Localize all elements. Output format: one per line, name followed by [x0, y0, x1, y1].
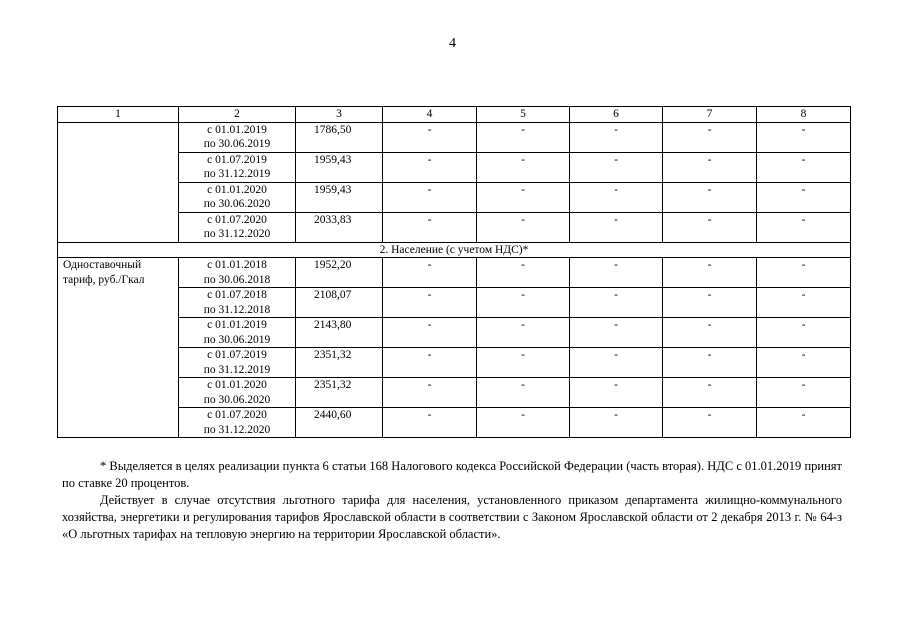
dash-cell: -	[757, 182, 851, 212]
period-cell	[179, 152, 296, 182]
period-to: по 31.12.2019	[203, 363, 271, 376]
dash-cell: -	[383, 288, 477, 318]
dash-cell: -	[570, 258, 663, 288]
dash-cell: -	[383, 378, 477, 408]
column-header: 3	[296, 107, 383, 123]
dash-cell: -	[663, 182, 757, 212]
dash-cell: -	[477, 318, 570, 348]
table-row	[58, 122, 851, 152]
period-from: с 01.01.2019	[207, 123, 267, 136]
tariff-value-cell: 2033,83	[296, 212, 383, 242]
dash-cell: -	[663, 152, 757, 182]
section-title: 2. Население (с учетом НДС)*	[58, 242, 851, 258]
tariff-category-cell: Одноставочный тариф, руб./Гкал	[58, 258, 179, 438]
period-cell	[179, 182, 296, 212]
page-number: 4	[449, 36, 456, 51]
dash-cell: -	[383, 258, 477, 288]
footnote-vat: * Выделяется в целях реализации пункта 6 статьи 168 Налогового кодекса Российской Федерации (часть вторая). НДС с 01.01.2019 принят по ставке 20 процентов.	[62, 459, 842, 490]
dash-cell: -	[570, 212, 663, 242]
tariff-value-cell: 1952,20	[296, 258, 383, 288]
period-from: с 01.07.2020	[207, 409, 267, 421]
dash-cell: -	[757, 288, 851, 318]
dash-cell: -	[477, 152, 570, 182]
period-cell	[179, 378, 296, 408]
table-row	[58, 258, 851, 288]
period-cell	[179, 318, 296, 348]
period-from: с 01.01.2018	[207, 259, 267, 271]
dash-cell: -	[570, 378, 663, 408]
dash-cell: -	[757, 348, 851, 378]
period-to: по 31.12.2018	[203, 303, 271, 316]
dash-cell: -	[663, 378, 757, 408]
period-to: по 30.06.2020	[203, 198, 271, 210]
period-to: по 31.12.2020	[203, 228, 271, 240]
dash-cell: -	[570, 318, 663, 348]
tariff-value-cell: 2440,60	[296, 408, 383, 438]
period-cell	[179, 122, 296, 152]
dash-cell: -	[757, 408, 851, 438]
tariff-value-cell: 1786,50	[296, 122, 383, 152]
dash-cell: -	[663, 408, 757, 438]
period-cell	[179, 288, 296, 318]
dash-cell: -	[477, 122, 570, 152]
period-from: с 01.07.2019	[207, 153, 267, 166]
dash-cell: -	[570, 408, 663, 438]
period-to: по 30.06.2019	[203, 333, 271, 346]
column-header: 1	[58, 107, 179, 123]
dash-cell: -	[383, 182, 477, 212]
period-from: с 01.01.2020	[207, 183, 267, 196]
dash-cell: -	[757, 318, 851, 348]
dash-cell: -	[383, 318, 477, 348]
section-title-row	[58, 242, 851, 258]
dash-cell: -	[663, 288, 757, 318]
dash-cell: -	[570, 348, 663, 378]
dash-cell: -	[663, 258, 757, 288]
column-header: 6	[570, 107, 663, 123]
dash-cell: -	[570, 182, 663, 212]
dash-cell: -	[383, 212, 477, 242]
table-header-row	[58, 107, 851, 123]
dash-cell: -	[757, 212, 851, 242]
tariff-value-cell: 2108,07	[296, 288, 383, 318]
dash-cell: -	[383, 122, 477, 152]
period-to: по 30.06.2019	[203, 138, 271, 150]
tariff-value-cell: 2351,32	[296, 348, 383, 378]
dash-cell: -	[383, 152, 477, 182]
footnote-applicability: Действует в случае отсутствия льготного тарифа для населения, установленного приказом департамента жилищно-коммунального хозяйства, энергетики и регулирования тарифов Ярославской области в соответствии с Законом Ярославской области от 2 декабря 2013 г. № 64-з «О льготных тарифах на тепловую энергию на территории Ярославской области».	[62, 493, 842, 541]
dash-cell: -	[477, 212, 570, 242]
dash-cell: -	[663, 212, 757, 242]
dash-cell: -	[757, 258, 851, 288]
dash-cell: -	[477, 378, 570, 408]
tariff-value-cell: 2143,80	[296, 318, 383, 348]
dash-cell: -	[383, 348, 477, 378]
category-cell-empty	[58, 122, 179, 242]
dash-cell: -	[663, 348, 757, 378]
period-to: по 31.12.2020	[203, 423, 271, 436]
period-cell	[179, 348, 296, 378]
period-cell	[179, 408, 296, 438]
dash-cell: -	[570, 122, 663, 152]
tariff-value-cell: 1959,43	[296, 182, 383, 212]
column-header: 8	[757, 107, 851, 123]
dash-cell: -	[757, 152, 851, 182]
tariff-value-cell: 1959,43	[296, 152, 383, 182]
period-cell	[179, 212, 296, 242]
dash-cell: -	[477, 288, 570, 318]
period-from: с 01.01.2020	[207, 379, 267, 391]
period-from: с 01.01.2019	[207, 319, 267, 331]
period-from: с 01.07.2020	[207, 213, 267, 226]
tariff-table	[57, 106, 851, 438]
dash-cell: -	[757, 378, 851, 408]
column-header: 7	[663, 107, 757, 123]
column-header: 4	[383, 107, 477, 123]
period-from: с 01.07.2018	[207, 289, 267, 301]
dash-cell: -	[570, 152, 663, 182]
dash-cell: -	[477, 408, 570, 438]
dash-cell: -	[663, 122, 757, 152]
period-to: по 30.06.2018	[203, 273, 271, 286]
dash-cell: -	[570, 288, 663, 318]
dash-cell: -	[663, 318, 757, 348]
dash-cell: -	[383, 408, 477, 438]
tariff-value-cell: 2351,32	[296, 378, 383, 408]
dash-cell: -	[477, 258, 570, 288]
column-header: 5	[477, 107, 570, 123]
period-to: по 30.06.2020	[203, 393, 271, 406]
period-from: с 01.07.2019	[207, 349, 267, 361]
period-cell	[179, 258, 296, 288]
dash-cell: -	[477, 182, 570, 212]
dash-cell: -	[477, 348, 570, 378]
footnotes	[62, 458, 842, 543]
period-to: по 31.12.2019	[203, 168, 271, 180]
column-header: 2	[179, 107, 296, 123]
dash-cell: -	[757, 122, 851, 152]
